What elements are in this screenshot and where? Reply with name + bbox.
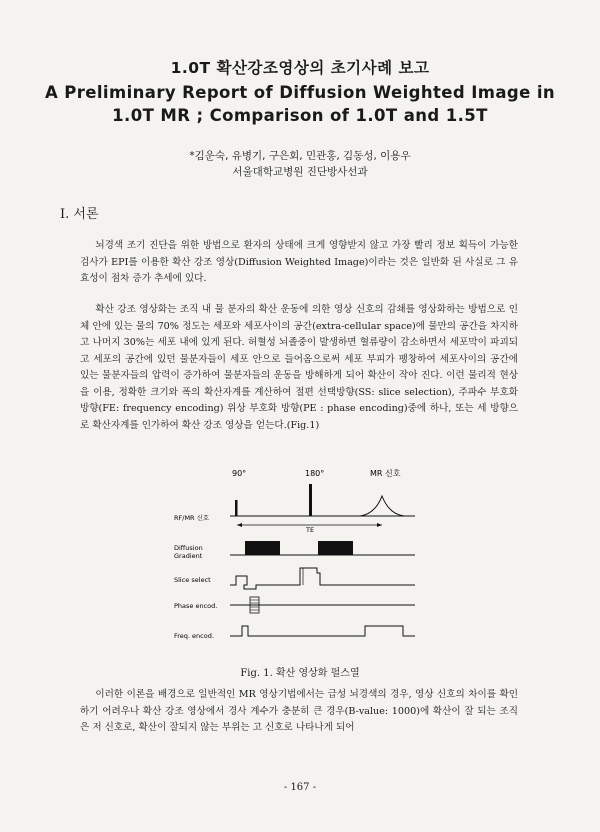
te-arrow-head-right [377, 523, 382, 527]
page-number: - 167 - [283, 782, 317, 793]
label-rf-mr: RF/MR 신호 [174, 514, 210, 522]
label-diffusion: Diffusion [174, 544, 203, 552]
slice-select-waveform [230, 568, 415, 589]
diffusion-lobe-1 [245, 541, 280, 555]
pulse-sequence-diagram [160, 458, 430, 658]
title-english-line2: 1.0T MR ; Comparison of 1.0T and 1.5T [112, 106, 488, 125]
rf-pulse-90 [235, 500, 238, 516]
te-arrow-head-left [237, 523, 242, 527]
section-heading: I. 서론 [60, 207, 99, 222]
rf-pulse-180 [309, 484, 312, 516]
authors-block [0, 148, 600, 180]
figure-caption: Fig. 1. 확산 영상화 펄스열 [240, 668, 360, 679]
label-180: 180° [305, 469, 325, 478]
paragraph-1 [80, 238, 518, 288]
label-phase-encod: Phase encod. [174, 602, 218, 610]
author-affiliation: 서울대학교병원 진단방사선과 [232, 166, 368, 178]
author-names: *김운숙, 유병기, 구은회, 민관홍, 김동성, 이용우 [189, 150, 411, 162]
paragraph-1-text: 뇌경색 조기 진단을 위한 방법으로 환자의 상태에 크게 영향받지 않고 가장 빨리 정보 획득이 가능한 검사가 EPI를 이용한 확산 강조 영상(Diffusion Weighted Image)이라는 것은 일반화 된 사실로 그 유효성이 점차 증가 추세에 있다. [80, 240, 518, 284]
mr-echo [360, 496, 404, 516]
paragraph-2-text: 확산 강조 영상화는 조직 내 물 분자의 확산 운동에 의한 영상 신호의 감쇄를 영상화하는 방법으로 인체 안에 있는 물의 70% 정도는 세포와 세포사이의 공간(extra-cellular space)에 물만의 공간을 차지하고 나머지 30%는 세포 내에 있게 된다. 허혈성 뇌졸중이 발생하면 혈류량이 감소하면서 세포막이 파괴되고 세포의 공간에 있던 물분자들이 세포 안으로 들어옴으로써 세포 부피가 팽창하여 세포사이의 공간에 있는 물분자들의 압력이 증가하여 물분자들의 운동을 방해하게 되어 확산이 작아 진다. 이런 물리적 현상을 이용, 정확한 크기와 폭의 확산자계를 계산하여 절편 선택방향(SS: slice selection), 주파수 부호화 방향(FE: frequency encoding) 위상 부호화 방향(PE : phase encoding)중에 하나, 또는 세 방향으로 확산자계를 인가하여 확산 강조 영상을 얻는다.(Fig.1) [80, 304, 518, 431]
paragraph-3 [80, 687, 518, 737]
label-gradient: Gradient [174, 552, 203, 560]
title-korean: 1.0T 확산강조영상의 초기사례 보고 [170, 59, 430, 77]
paragraph-3-text: 이러한 이론을 배경으로 일반적인 MR 영상기법에서는 급성 뇌경색의 경우, 영상 신호의 차이를 확인하기 어려우나 확산 강조 영상에서 경사 계수가 충분히 큰 경우(B-value: 1000)에 확산이 잘 되는 조직은 저 신호로, 확산이 잘되지 않는 부위는 고 신호로 나타나게 되어 [80, 689, 518, 733]
label-te: TE [306, 526, 315, 534]
label-mr-signal: MR 신호 [370, 469, 401, 478]
label-90: 90° [232, 469, 247, 478]
label-freq-encod: Freq. encod. [174, 632, 214, 640]
paragraph-2 [80, 302, 518, 434]
freq-encod-waveform [230, 626, 415, 636]
diffusion-lobe-2 [318, 541, 353, 555]
title-english-line1: A Preliminary Report of Diffusion Weighted Image in [44, 83, 556, 102]
title-block [0, 58, 600, 127]
label-slice-select: Slice select [174, 576, 211, 584]
